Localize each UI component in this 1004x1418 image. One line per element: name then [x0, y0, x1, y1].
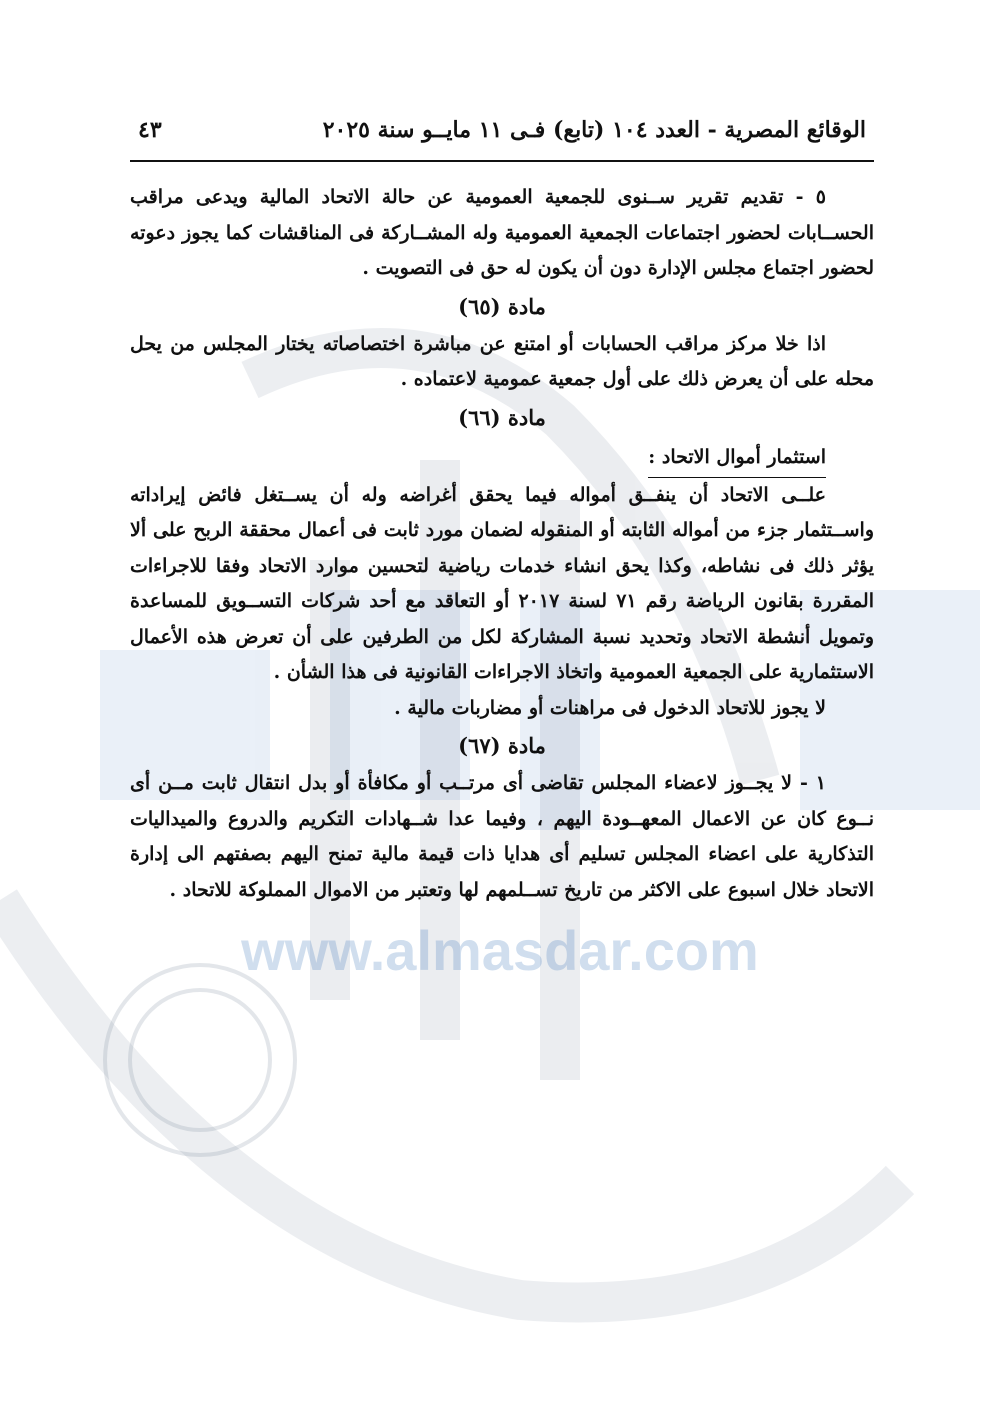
- paragraph-article-66: علــى الاتحاد أن ينفــق أمواله فيما يحقق أغراضه وله أن يســتغل فائض إيراداته واســتثمار جزء من أمواله الثابته أو المنقوله لضمان مورد ثابت فى أعمال محققة الربح على ألا يؤثر ذلك فى نشاطه، وكذا يحق انشاء خدمات رياضية لتحسين موارد الاتحاد وفقا للاجراءات المقررة بقانون الرياضة رقم ٧١ لسنة ٢٠١٧ أو التعاقد مع أحد شركات التســويق للمساعدة وتمويل أنشطة الاتحاد وتحديد نسبة المشاركة لكل من الطرفين على أن تعرض هذه الأعمال الاستثمارية على الجمعية العمومية واتخاذ الاجراءات القانونية فى هذا الشأن .: [130, 483, 874, 683]
- header-title: الوقائع المصرية - العدد ١٠٤ (تابع) فـى ١١ مايــو سنة ٢٠٢٥: [322, 117, 866, 143]
- page-number: ٤٣: [138, 117, 162, 143]
- paragraph-article-66-b: لا يجوز للاتحاد الدخول فى مراهنات أو مضاربات مالية .: [394, 696, 826, 719]
- article-heading-67: مادة (٦٧): [458, 733, 546, 758]
- paragraph-item-5: ٥ - تقديم تقرير ســنوى للجمعية العمومية عن حالة الاتحاد المالية ويدعى مراقب الحســابات لحضور اجتماعات الجمعية العمومية وله المشــاركة فى المناقشات كما يجوز دعوته لحضور اجتماع مجلس الإدارة دون أن يكون له حق فى التصويت .: [130, 186, 874, 279]
- document-body: [130, 180, 874, 908]
- paragraph-article-65: اذا خلا مركز مراقب الحسابات أو امتنع عن مباشرة اختصاصاته يختار المجلس من يحل محله على أن يعرض ذلك على أول جمعية عمومية لاعتماده .: [130, 332, 874, 390]
- watermark-url: www.almasdar.com: [241, 919, 759, 982]
- article-heading-65: مادة (٦٥): [458, 293, 546, 319]
- paragraph-article-67: ١ - لا يجــوز لاعضاء المجلس تقاضى أى مرتــب أو مكافأة أو بدل انتقال ثابت مــن أى نــوع كان عن الاعمال المعهــودة اليهم ، وفيما عدا شــهادات التكريم والدروع والميداليات التذكارية على اعضاء المجلس تسليم أى هدايا ذات قيمة مالية تمنح اليهم بصفتهم الى إدارة الاتحاد خلال اسبوع على الاكثر من تاريخ تســلمهم لها وتعتبر من الاموال المملوكة للاتحاد .: [130, 772, 874, 901]
- subheading-wrap: [130, 438, 874, 478]
- subheading-investment: استثمار أموال الاتحاد :: [648, 438, 826, 478]
- document-page: [130, 112, 874, 908]
- watermark-seal: [105, 965, 295, 1155]
- article-heading-66: مادة (٦٦): [458, 404, 546, 430]
- running-header: [130, 112, 874, 162]
